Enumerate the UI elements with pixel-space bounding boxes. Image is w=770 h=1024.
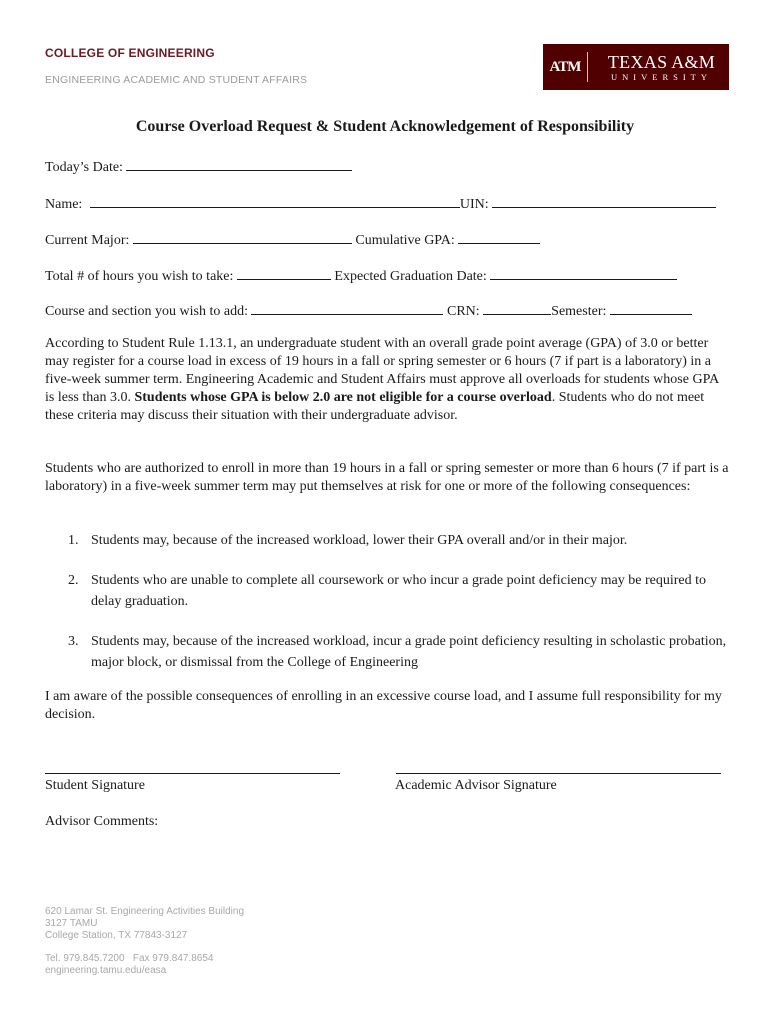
student-signature-label: Student Signature	[45, 778, 145, 793]
list-item-text: Students may, because of the increased workload, incur a grade point deficiency resulting in scholastic probation, major block, or dismissal from the College of Engineering	[91, 634, 727, 670]
advisor-signature-label: Academic Advisor Signature	[395, 778, 557, 793]
list-item-number: 3.	[68, 634, 79, 649]
total-hours-label: Total # of hours you wish to take:	[45, 269, 234, 284]
list-item	[68, 530, 728, 551]
name-row	[45, 193, 716, 214]
cumulative-gpa-label: Cumulative GPA:	[355, 233, 455, 248]
gpa-requirement-bold: Students whose GPA is below 2.0 are not eligible for a course overload	[134, 390, 552, 405]
advisor-comments-label: Advisor Comments:	[45, 814, 159, 829]
student-signature-line[interactable]	[45, 773, 340, 774]
hours-row	[45, 265, 677, 286]
tamu-logo	[543, 44, 729, 90]
acknowledgement-paragraph: I am aware of the possible consequences of enrolling in an excessive course load, and I assume full responsibility for my decision.	[45, 689, 722, 722]
page-title: Course Overload Request & Student Acknowledgement of Responsibility	[135, 118, 635, 135]
current-major-field[interactable]	[133, 229, 352, 244]
footer-address-line2: 3127 TAMU	[45, 918, 98, 929]
atm-logo-icon: ATM	[549, 58, 581, 75]
student-rule-paragraph	[45, 335, 730, 425]
department-name: ENGINEERING ACADEMIC AND STUDENT AFFAIRS	[45, 74, 308, 86]
course-row	[45, 300, 692, 321]
list-item-number: 2.	[68, 573, 79, 588]
rule-text: According to Student Rule 1.13.1, an undergraduate student with an overall grade point average (GPA) of 3.0 or better may register for a course load in excess of 19 hours in a fall or spring semester or 6 hours (7 if part is a laboratory) in a five-week summer term. Engineering Academic and Student Affairs must approve all overloads for students whose GPA is less than 3.0.	[45, 336, 719, 405]
course-section-field[interactable]	[251, 300, 443, 315]
footer-address-line1: 620 Lamar St. Engineering Activities Building	[45, 906, 245, 917]
list-item	[68, 631, 728, 673]
footer-website[interactable]: engineering.tamu.edu/easa	[45, 965, 167, 976]
list-item	[68, 570, 728, 612]
major-row	[45, 229, 540, 250]
logo-name: TEXAS A&M	[607, 51, 716, 72]
cumulative-gpa-field[interactable]	[458, 229, 540, 244]
todays-date-label: Today’s Date:	[45, 160, 123, 175]
name-label: Name:	[45, 197, 83, 212]
expected-graduation-field[interactable]	[490, 265, 677, 280]
list-item-text: Students may, because of the increased workload, lower their GPA overall and/or in their major.	[91, 533, 628, 548]
course-section-label: Course and section you wish to add:	[45, 304, 248, 319]
footer-contact	[45, 953, 213, 977]
footer-address	[45, 906, 244, 942]
footer-phone: Tel. 979.845.7200 Fax 979.847.8654	[45, 953, 214, 964]
name-field[interactable]	[90, 193, 460, 208]
college-name: COLLEGE OF ENGINEERING	[45, 46, 215, 60]
uin-field[interactable]	[492, 193, 716, 208]
current-major-label: Current Major:	[45, 233, 130, 248]
expected-graduation-label: Expected Graduation Date:	[334, 269, 487, 284]
semester-field[interactable]	[610, 300, 692, 315]
crn-label: CRN:	[446, 304, 480, 319]
todays-date-field[interactable]	[126, 156, 352, 171]
uin-label: UIN:	[459, 197, 489, 212]
list-item-text: Students who are unable to complete all coursework or who incur a grade point deficiency may be required to delay graduation.	[91, 573, 707, 609]
total-hours-field[interactable]	[237, 265, 331, 280]
semester-label: Semester:	[551, 304, 607, 319]
todays-date-row	[45, 156, 352, 177]
crn-field[interactable]	[483, 300, 551, 315]
footer-address-line3: College Station, TX 77843-3127	[45, 930, 188, 941]
logo-university: UNIVERSITY	[611, 71, 712, 82]
list-item-number: 1.	[68, 533, 79, 548]
risk-paragraph: Students who are authorized to enroll in more than 19 hours in a fall or spring semester or more than 6 hours (7 if part is a laboratory) in a five-week summer term may put themselves at risk for one or more of the following consequences:	[45, 461, 729, 494]
advisor-signature-line[interactable]	[396, 773, 721, 774]
rule-text-end: . Students who do not meet these criteria may discuss their situation with their undergraduate advisor.	[45, 390, 705, 423]
